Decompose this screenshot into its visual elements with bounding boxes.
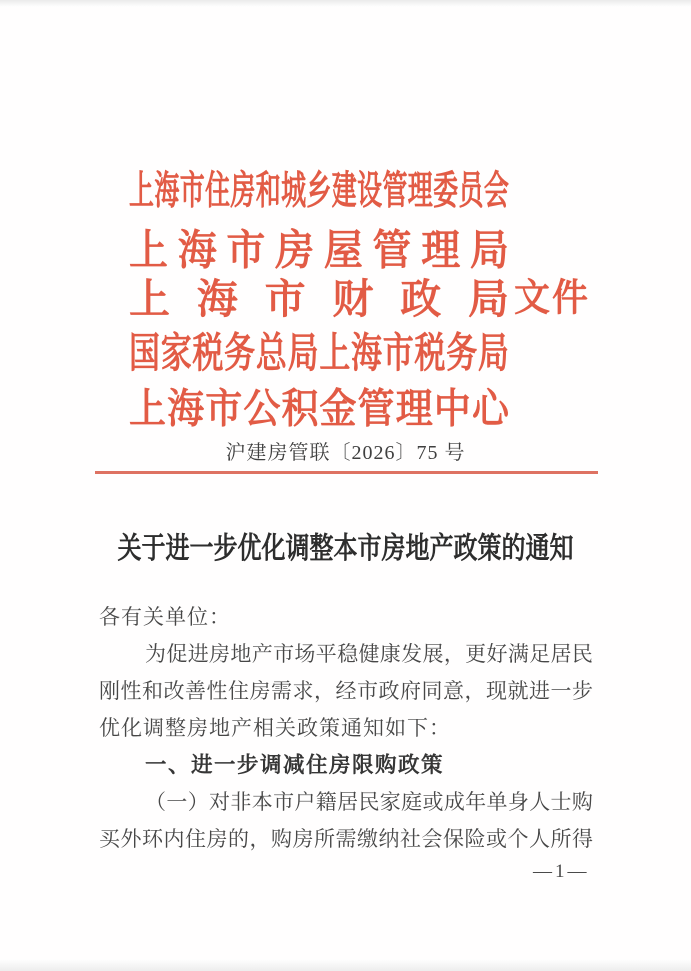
glyph: 和 xyxy=(255,169,281,214)
glyph: 海 xyxy=(167,386,205,432)
glyph: 会 xyxy=(483,169,509,214)
glyph: 住 xyxy=(228,678,249,703)
glyph: 家 xyxy=(379,789,401,814)
glyph: 设 xyxy=(357,169,383,214)
glyph: 民 xyxy=(358,789,380,814)
glyph: 就 xyxy=(507,678,529,703)
glyph: 康 xyxy=(379,641,401,666)
page-number: —1— xyxy=(533,861,590,882)
agency-line-3 xyxy=(129,266,509,325)
document-body xyxy=(99,597,593,856)
glyph: 上 xyxy=(129,169,155,214)
glyph: 进 xyxy=(529,678,550,703)
red-divider-line xyxy=(95,471,598,474)
glyph: 一 xyxy=(550,678,572,703)
glyph: 购 xyxy=(571,789,593,814)
glyph: 环 xyxy=(142,826,163,851)
glyph: 会 xyxy=(421,826,443,851)
glyph: 好 xyxy=(486,641,508,666)
document-label xyxy=(514,268,588,322)
glyph: 纳 xyxy=(378,826,400,851)
glyph: 满 xyxy=(507,641,529,666)
agency-line-5 xyxy=(129,375,509,434)
glyph: 总 xyxy=(255,329,287,377)
glyph: 件 xyxy=(551,275,588,319)
glyph: 平 xyxy=(315,641,337,666)
glyph: 理 xyxy=(407,169,433,214)
glyph: 求 xyxy=(292,678,314,703)
body-line-5 xyxy=(99,819,593,856)
glyph: 需 xyxy=(335,826,357,851)
glyph: 展 xyxy=(422,641,444,666)
glyph: 局 xyxy=(467,276,509,322)
glyph: 房 xyxy=(249,678,271,703)
glyph: 屋 xyxy=(323,227,363,275)
document-title: 关于进一步优化调整本市房地产政策的通知 xyxy=(117,532,574,566)
body-line-2 xyxy=(99,671,593,708)
glyph: 对 xyxy=(209,789,231,814)
glyph: 居 xyxy=(337,789,359,814)
glyph: 局 xyxy=(287,329,319,377)
glyph: 年 xyxy=(465,789,487,814)
glyph: 发 xyxy=(401,641,423,666)
glyph: 步 xyxy=(572,678,593,703)
glyph: ， xyxy=(314,678,335,703)
glyph: 产 xyxy=(251,641,273,666)
body-line-1 xyxy=(99,634,593,671)
glyph: 身 xyxy=(507,789,529,814)
glyph: 足 xyxy=(529,641,551,666)
glyph: 健 xyxy=(358,641,380,666)
glyph: 个 xyxy=(507,826,529,851)
glyph: 险 xyxy=(464,826,486,851)
red-letterhead xyxy=(129,0,588,432)
glyph: 积 xyxy=(281,386,319,432)
salutation: 各有关单位： xyxy=(99,604,231,629)
glyph: 更 xyxy=(465,641,487,666)
glyph: 意 xyxy=(443,678,464,703)
glyph: 市 xyxy=(273,641,295,666)
glyph: 住 xyxy=(185,826,206,851)
glyph: 所 xyxy=(550,826,572,851)
glyph: 居 xyxy=(550,641,572,666)
glyph: 房 xyxy=(230,169,256,214)
glyph: 城 xyxy=(281,169,307,214)
glyph: 非 xyxy=(230,789,252,814)
glyph: ） xyxy=(187,789,209,814)
glyph: 财 xyxy=(332,276,374,322)
glyph: ， xyxy=(249,826,271,851)
glyph: 务 xyxy=(224,329,256,377)
glyph: 国 xyxy=(129,329,160,377)
glyph: 管 xyxy=(357,386,395,432)
glyph: 乡 xyxy=(306,169,332,214)
glyph: 心 xyxy=(471,386,509,432)
agency-line-1 xyxy=(129,160,509,217)
glyph: 房 xyxy=(206,826,228,851)
glyph: 户 xyxy=(294,789,316,814)
glyph: 海 xyxy=(196,276,238,322)
glyph: 外 xyxy=(120,826,142,851)
glyph: 税 xyxy=(192,329,224,377)
glyph: 海 xyxy=(177,227,217,275)
body-line-3: 优化调整房地产相关政策通知如下： xyxy=(99,715,451,740)
glyph: 经 xyxy=(335,678,357,703)
glyph: 得 xyxy=(572,826,593,851)
glyph: 籍 xyxy=(315,789,337,814)
glyph: 上 xyxy=(129,386,166,432)
glyph: 文 xyxy=(514,275,551,319)
glyph: 市 xyxy=(205,386,243,432)
glyph: 和 xyxy=(142,678,163,703)
glyph: 改 xyxy=(163,678,185,703)
scan-edge-bottom xyxy=(0,959,691,971)
glyph: 上 xyxy=(129,227,169,275)
glyph: 一 xyxy=(166,789,188,814)
glyph: ， xyxy=(443,641,465,666)
glyph: 庭 xyxy=(401,789,423,814)
glyph: （ xyxy=(145,789,166,814)
glyph: 金 xyxy=(319,386,357,432)
glyph: 中 xyxy=(433,386,471,432)
glyph: 上 xyxy=(319,329,351,377)
glyph: 管 xyxy=(372,227,412,275)
glyph: 成 xyxy=(443,789,465,814)
glyph: 刚 xyxy=(99,678,120,703)
glyph: 市 xyxy=(357,678,378,703)
glyph: 局 xyxy=(477,329,509,377)
glyph: 公 xyxy=(243,386,281,432)
glyph: 员 xyxy=(458,169,484,214)
glyph: 地 xyxy=(230,641,252,666)
glyph: 海 xyxy=(351,329,383,377)
glyph: 单 xyxy=(486,789,508,814)
glyph: 市 xyxy=(179,169,205,214)
title-row xyxy=(0,524,691,566)
glyph: 住 xyxy=(205,169,231,214)
glyph: ， xyxy=(464,678,486,703)
agency-line-4 xyxy=(129,319,509,379)
glyph: 建 xyxy=(331,169,357,214)
glyph: 市 xyxy=(382,329,414,377)
glyph: 需 xyxy=(271,678,292,703)
glyph: 理 xyxy=(421,227,461,275)
glyph: 同 xyxy=(421,678,443,703)
glyph: 或 xyxy=(422,789,444,814)
glyph: 善 xyxy=(185,678,206,703)
glyph: 场 xyxy=(294,641,316,666)
glyph: 政 xyxy=(400,276,442,322)
glyph: 性 xyxy=(120,678,142,703)
glyph: 本 xyxy=(251,789,273,814)
glyph: 的 xyxy=(228,826,249,851)
glyph: 府 xyxy=(400,678,421,703)
glyph: 性 xyxy=(206,678,228,703)
glyph: 上 xyxy=(129,276,170,322)
glyph: 民 xyxy=(571,641,593,666)
document-number: 沪建房管联〔2026〕75 号 xyxy=(225,442,466,464)
glyph: 购 xyxy=(271,826,292,851)
glyph: 市 xyxy=(273,789,295,814)
glyph: 内 xyxy=(163,826,185,851)
glyph: 士 xyxy=(550,789,572,814)
glyph: 理 xyxy=(395,386,433,432)
glyph: 促 xyxy=(166,641,188,666)
glyph: 房 xyxy=(292,826,314,851)
glyph: 市 xyxy=(226,227,266,275)
glyph: 局 xyxy=(469,227,509,275)
glyph: 缴 xyxy=(357,826,378,851)
glyph: 务 xyxy=(446,329,478,377)
glyph: 买 xyxy=(99,826,120,851)
glyph: 委 xyxy=(433,169,459,214)
glyph: 房 xyxy=(275,227,315,275)
glyph: 政 xyxy=(378,678,400,703)
glyph: 稳 xyxy=(337,641,359,666)
glyph: 为 xyxy=(145,641,166,666)
glyph: 市 xyxy=(264,276,306,322)
section-heading: 一、进一步调减住房限购政策 xyxy=(145,753,445,777)
glyph: 所 xyxy=(314,826,335,851)
glyph: 或 xyxy=(486,826,507,851)
glyph: 管 xyxy=(382,169,408,214)
glyph: 海 xyxy=(154,169,180,214)
glyph: 税 xyxy=(414,329,446,377)
glyph: 进 xyxy=(187,641,209,666)
glyph: 现 xyxy=(486,678,507,703)
glyph: 家 xyxy=(160,329,192,377)
glyph: 房 xyxy=(209,641,231,666)
glyph: 人 xyxy=(529,826,550,851)
glyph: 社 xyxy=(400,826,421,851)
glyph: 人 xyxy=(529,789,551,814)
body-line-4 xyxy=(99,782,593,819)
glyph: 保 xyxy=(443,826,464,851)
